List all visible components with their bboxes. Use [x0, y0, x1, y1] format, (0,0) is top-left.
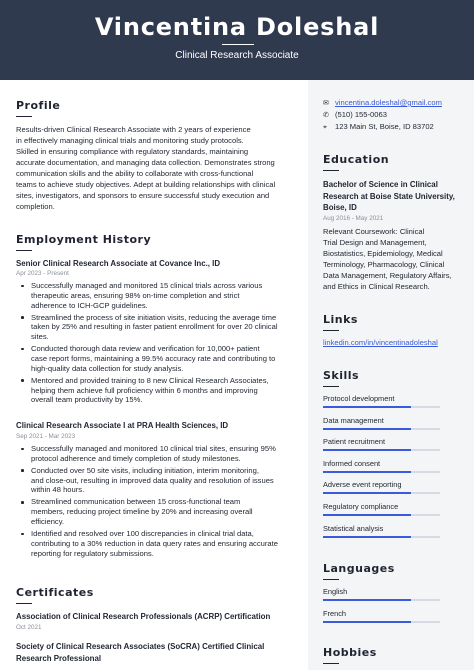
- education-degree: [323, 179, 455, 214]
- skill-name: Patient recruitment: [323, 437, 386, 447]
- profile-line: in effectively managing clinical trials and monitoring study protocols.: [16, 136, 244, 145]
- certificates-divider: [16, 603, 32, 604]
- skill-level-bar: [323, 428, 440, 430]
- bullet-line: overall team productivity by 15%.: [31, 395, 143, 405]
- bullet-line: members, reducing project timeline by 20% and increasing overall: [31, 507, 253, 517]
- name-divider: [222, 44, 254, 45]
- skills-heading: Skills: [323, 369, 360, 382]
- profile-summary: [16, 124, 302, 212]
- bullet-item: [31, 281, 303, 310]
- skill-level-fill: [323, 471, 411, 473]
- phone-number: (510) 155-0063: [335, 110, 387, 119]
- bullet-line: taken by 25% and resulting in faster patient enrollment for over 20 clinical: [31, 322, 278, 332]
- job-dates: Sep 2021 - Mar 2023: [16, 433, 76, 440]
- bullet-line: protocol adherence and timely completion of study milestones.: [31, 453, 241, 463]
- skill-level-fill: [323, 428, 411, 430]
- contact-email[interactable]: [323, 98, 442, 107]
- skill-level-bar: [323, 406, 440, 408]
- skills-divider: [323, 386, 339, 387]
- skill-level-bar: [323, 471, 440, 473]
- profile-line: Results-driven Clinical Research Associate with 2 years of experience: [16, 125, 251, 134]
- coursework-line: Data Management, Regulatory Affairs,: [323, 271, 452, 280]
- skill-name: Statistical analysis: [323, 523, 384, 533]
- certificate-name: [16, 641, 264, 665]
- skill-level-fill: [323, 621, 411, 623]
- skill-level-bar: [323, 514, 440, 516]
- skill-name: Data management: [323, 415, 384, 425]
- map-pin-icon: ⌖: [323, 124, 327, 131]
- employment-divider: [16, 250, 32, 251]
- hobbies-divider: [323, 663, 339, 664]
- certificate-name: Association of Clinical Research Professionals (ACRP) Certification: [16, 612, 271, 621]
- certificate-line: Society of Clinical Research Associates (SoCRA) Certified Clinical: [16, 642, 265, 651]
- coursework-line: Trial Design and Management,: [323, 238, 427, 247]
- bullet-item: [31, 529, 303, 558]
- skill-name: English: [323, 587, 348, 596]
- bullet-line: Conducted thorough data review and verification for 10,000+ patient: [31, 344, 260, 354]
- certificate-line: Research Professional: [16, 654, 102, 663]
- job-title: Clinical Research Associate I at PRA Health Sciences, ID: [16, 421, 229, 430]
- bullet-item: [31, 376, 303, 405]
- skill-level-fill: [323, 599, 411, 601]
- skill-level-bar: [323, 621, 440, 623]
- bullet-item: [31, 344, 303, 373]
- links-heading: Links: [323, 313, 358, 326]
- skill-level-fill: [323, 406, 411, 408]
- profile-line: completion.: [16, 202, 55, 211]
- candidate-name: Vincentina Doleshal: [94, 13, 380, 41]
- bullet-line: Identified and resolved over 100 discrepancies in clinical trial data,: [31, 529, 254, 538]
- bullet-line: adherence to ICH-GCP guidelines.: [31, 300, 148, 310]
- skill-name: Adverse event reporting: [323, 480, 402, 490]
- bullet-line: high-quality data collection for study analysis.: [31, 363, 184, 373]
- contact-address: [323, 122, 434, 132]
- links-divider: [323, 330, 339, 331]
- skill-name: Informed consent: [323, 458, 381, 468]
- phone-icon: ✆: [323, 112, 329, 119]
- profile-line: sites, investigators, and sponsors to ensure successful study execution and: [16, 191, 270, 200]
- address-text: 123 Main St, Boise, ID 83702: [335, 122, 434, 131]
- bullet-line: Successfully managed and monitored 15 clinical trials across various: [31, 281, 263, 290]
- job-dates: Apr 2023 - Present: [16, 270, 69, 277]
- bullet-item: [31, 466, 303, 495]
- contact-phone: [323, 110, 387, 119]
- certificates-heading: Certificates: [16, 586, 94, 599]
- linkedin-link[interactable]: linkedin.com/in/vincentinadoleshal: [323, 338, 438, 347]
- bullet-line: therapeutic areas, ensuring 98% on-time completion and strict: [31, 290, 240, 300]
- bullet-item: [31, 444, 303, 464]
- certificate-date: Oct 2021: [16, 624, 42, 631]
- resume-header: [0, 0, 474, 80]
- bullet-line: Conducted over 50 site visits, including initiation, interim monitoring,: [31, 465, 259, 475]
- profile-divider: [16, 116, 32, 117]
- skill-name: Protocol development: [323, 394, 395, 403]
- skill-level-fill: [323, 536, 411, 538]
- bullet-line: Successfully managed and monitored 10 clinical trial sites, ensuring 95%: [31, 444, 276, 453]
- bullet-line: Streamlined communication between 15 cross-functional team: [31, 497, 241, 507]
- coursework-line: Relevant Coursework: Clinical: [323, 227, 425, 236]
- education-divider: [323, 170, 339, 171]
- coursework-line: Terminology, Pharmacology, Clinical: [323, 260, 445, 269]
- bullet-line: and close-out, resulting in improved data quality and resolution of issues: [31, 475, 274, 485]
- profile-line: accurate documentation, and managing data collection. Demonstrates strong: [16, 158, 275, 167]
- skill-level-fill: [323, 449, 411, 451]
- skill-level-bar: [323, 536, 440, 538]
- profile-line: communication skills and the ability to collaborate with cross-functional: [16, 169, 254, 178]
- bullet-line: Streamlined the process of site initiation visits, reducing the average time: [31, 312, 277, 322]
- education-heading: Education: [323, 153, 390, 166]
- profile-heading: Profile: [16, 99, 61, 112]
- bullet-line: reporting for regulatory submissions.: [31, 548, 154, 558]
- bullet-line: within 48 hours.: [31, 485, 85, 495]
- candidate-role: Clinical Research Associate: [175, 50, 299, 61]
- skill-name: French: [323, 608, 347, 618]
- degree-line: Boise, ID: [323, 203, 357, 212]
- skill-level-bar: [323, 449, 440, 451]
- profile-line: teams to achieve study objectives. Adept at building relationships with clinical: [16, 180, 276, 189]
- skill-level-fill: [323, 514, 411, 516]
- bullet-line: Mentored and provided training to 8 new Clinical Research Associates,: [31, 375, 269, 385]
- skill-level-fill: [323, 492, 411, 494]
- skill-level-bar: [323, 492, 440, 494]
- languages-heading: Languages: [323, 562, 395, 575]
- bullet-item: [31, 497, 303, 526]
- bullet-line: efficiency.: [31, 516, 65, 526]
- languages-divider: [323, 579, 339, 580]
- bullet-line: sites.: [31, 332, 49, 342]
- coursework-line: Biostatistics, Epidemiology, Medical: [323, 249, 443, 258]
- skill-name: Regulatory compliance: [323, 502, 399, 511]
- skill-level-bar: [323, 599, 440, 601]
- degree-line: Research at Boise State University,: [323, 191, 455, 201]
- email-link[interactable]: vincentina.doleshal@gmail.com: [335, 98, 442, 107]
- bullet-item: [31, 313, 303, 342]
- hobbies-heading: Hobbies: [323, 646, 377, 659]
- bullet-line: case report forms, maintaining a 99.5% accuracy rate and contributing to: [31, 353, 276, 363]
- bullet-line: contributing to a 30% reduction in data query rates and ensuring accurate: [31, 538, 278, 548]
- degree-line: Bachelor of Science in Clinical: [323, 180, 438, 189]
- bullet-line: helping them achieve full proficiency within 6 months and improving: [31, 385, 258, 395]
- education-dates: Aug 2016 - May 2021: [323, 215, 384, 222]
- education-coursework: [323, 226, 463, 292]
- profile-line: Skilled in ensuring compliance with regulatory standards, maintaining: [16, 147, 249, 156]
- job-title: Senior Clinical Research Associate at Covance Inc., ID: [16, 259, 221, 268]
- employment-heading: Employment History: [16, 233, 152, 246]
- envelope-icon: ✉: [323, 100, 329, 107]
- coursework-line: and Ethics in Clinical Research.: [323, 282, 430, 291]
